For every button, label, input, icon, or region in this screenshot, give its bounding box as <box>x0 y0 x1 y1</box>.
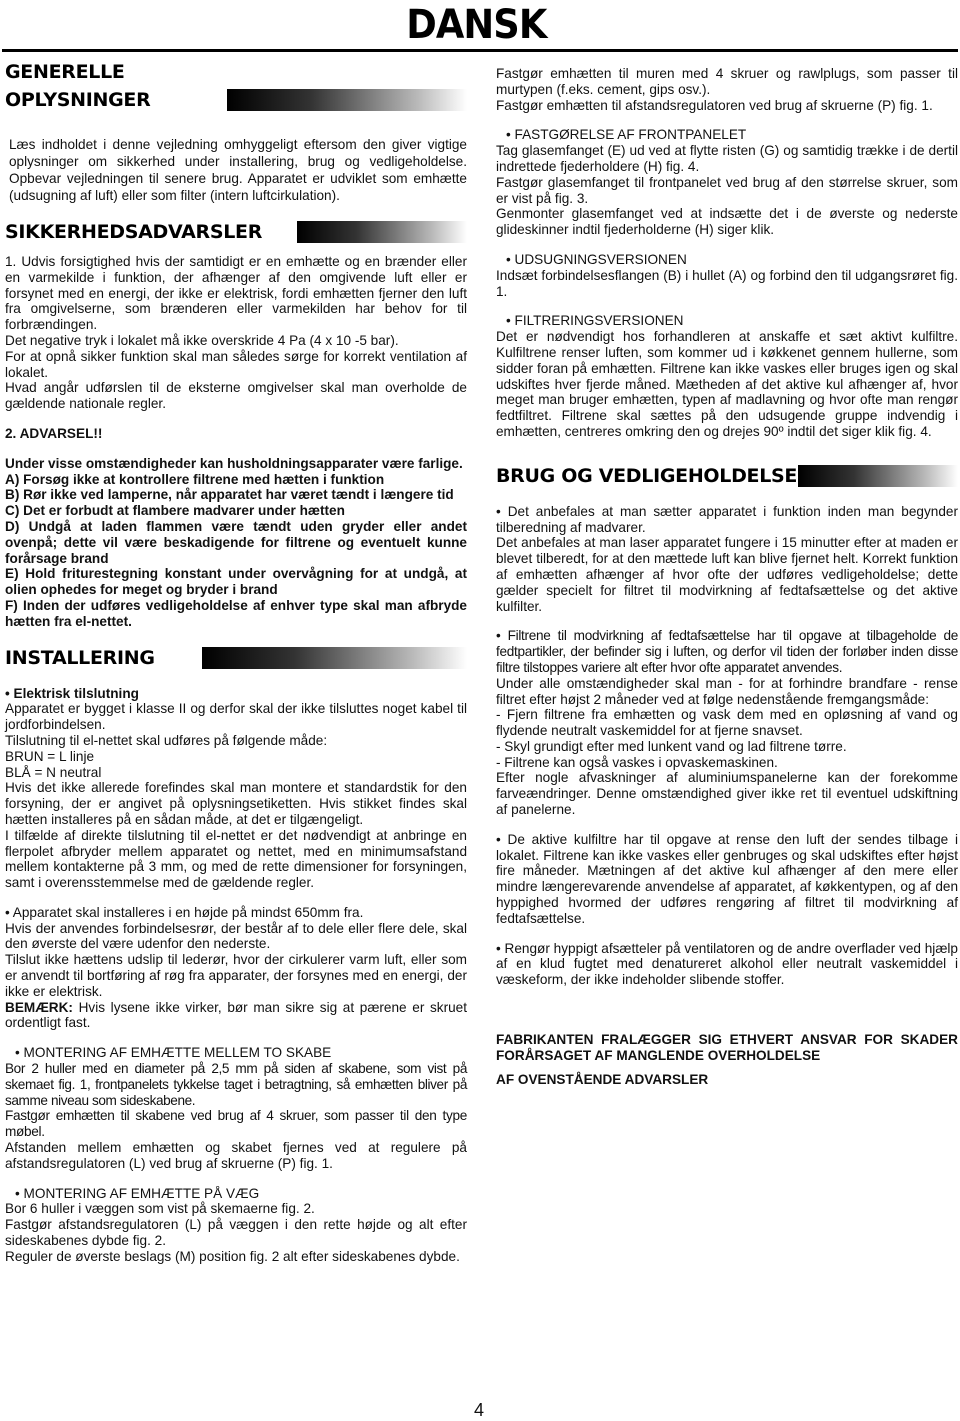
general-title-1: GENERELLE <box>5 61 125 83</box>
heading-gradient-bar <box>798 465 958 487</box>
use-heading <box>496 462 958 490</box>
cabinet-title-text: MONTERING AF EMHÆTTE MELLEM TO SKABE <box>23 1045 332 1061</box>
warning-title: 2. ADVARSEL!! <box>5 425 103 441</box>
front-title <box>496 127 958 143</box>
language-label: DANSK <box>405 2 546 48</box>
use-text-1: • Det anbefales at man sætter apparatet i funktion inden man begynder tilberedning af madvarer. <box>496 504 958 536</box>
wall-title-text: MONTERING AF EMHÆTTE PÅ VÆG <box>23 1185 260 1201</box>
general-heading <box>5 58 467 114</box>
warning-line: A) Forsøg ikke at kontrollere filtrene med hætten i funktion <box>5 471 385 487</box>
use-text-10: • Rengør hyppigt afsætteler på ventilatoren og de andre overflader ved hjælp af en klud fugtet med denatureret alkohol eller neutralt vaskemiddel i væskeform, der ikke indeholder slibende stoffer. <box>496 941 958 988</box>
extract-title <box>496 252 958 268</box>
use-text-8: Efter nogle afvaskninger af aluminiumspanelerne kan der forekomme farveændringer. Denne omstændighed giver ikke ret til eventuel udskiftning af panelerne. <box>496 770 958 818</box>
note-label: BEMÆRK: <box>5 999 73 1015</box>
heading-gradient-bar <box>227 89 467 111</box>
warning-line: C) Det er forbudt at flambere madvarer under hætten <box>5 503 345 519</box>
right-column <box>496 66 958 1087</box>
use-text-5: - Fjern filtrene fra emhætten og vask dem med en opløsning af vand og flydende neutralt vaskemiddel for at fjerne snavset. <box>496 707 958 739</box>
safety-heading <box>5 218 467 246</box>
disclaimer-line-1: FABRIKANTEN FRALÆGGER SIG ETHVERT ANSVAR FOR SKADER FORÅRSAGET AF MANGLENDE OVERHOLDELSE <box>496 1032 958 1063</box>
warning-line: D) Undgå at laden flammen være tændt uden gryder eller andet ovenpå; dette vil være beskadigende for filtrene og eventuelt kunne forårsage brand <box>5 518 467 566</box>
warning-line: Under visse omstændigheder kan husholdningsapparater være farlige. <box>5 455 463 471</box>
height-text-3: Tilslut ikke hættens udslip til lederør, hvor der cirkulerer varm luft, eller som er anvendt til bortføring af røg fra apparater, der forsynes med en energi, der ikke er elektrisk. <box>5 952 467 999</box>
height-text-2: Hvis der anvendes forbindelsesrør, der består af to dele eller flere dele, skal den øverste del være udenfor den nederste. <box>5 920 467 952</box>
use-text-4: Under alle omstændigheder skal man - for at forhindre brandfare - rense filtret efter højst 2 måneder ved at følge nedenstående fremgangsmåde: <box>496 675 958 707</box>
cabinet-title <box>5 1045 467 1061</box>
extract-text-1: Indsæt forbindelsesflangen (B) i hullet (A) og forbind den til udgangsrøret fig. 1. <box>496 267 958 299</box>
use-text-9: • De aktive kulfiltre har til opgave at rense den luft der sendes tilbage i lokalet. Filtrene kan ikke vaskes eller genbruges og skal udskiftes efter højst fire måneder. Mætningen af det aktive kul afhænger af den mere eller mindre længerevarende anvendelse af apparatet, af køkkentypen, og af den hyppighed hvormed der udføres rengøring af filtret til modvirkning af fedtafsættelse. <box>496 832 958 927</box>
general-text: Læs indholdet i denne vejledning omhyggeligt eftersom den giver vigtige oplysninger om sikkerhed under installering, brug og vedligeholdelse. Opbevar vejledningen til senere brug. Apparatet er udviklet som emhætte (udsugning af luft) eller som filter (intern luftcirkulation). <box>9 137 467 203</box>
warning-line: E) Hold friturestegning konstant under overvågning for at undgå, at olien ophedes for meget og bryder i brand <box>5 566 467 598</box>
wall-text-1: Bor 6 huller i væggen som vist på skemaerne fig. 2. <box>5 1201 315 1217</box>
note-text: Hvis lysene ikke virker, bør man sikre sig at pærene er skruet ordentligt fast. <box>5 999 467 1031</box>
heading-gradient-bar <box>202 647 467 669</box>
language-header <box>2 0 958 52</box>
disclaimer-line-2: AF OVENSTÅENDE ADVARSLER <box>496 1071 709 1087</box>
wall-text-3: Reguler de øverste beslags (M) position fig. 2 alt efter sideskabenes dybde. <box>5 1248 460 1264</box>
electric-title: • Elektrisk tilslutning <box>5 686 467 702</box>
fix-text-2: Fastgør emhætten til afstandsregulatoren ved brug af skruerne (P) fig. 1. <box>496 97 933 113</box>
use-text-3: • Filtrene til modvirkning af fedtafsættelse har til opgave at tilbageholde de fedtpartikler, der befinder sig i luften, og derfor vil tiden der forløber inden disse filtre tilstoppes variere alt efter hvor ofte apparatet anvendes. <box>496 628 958 675</box>
use-text-7: - Filtrene kan også vaskes i opvaskemaskinen. <box>496 754 778 770</box>
warning-line: F) Inden der udføres vedligeholdelse af enhver type skal man afbryde hætten fra el-nettet. <box>5 597 467 629</box>
warning-line: B) Rør ikke ved lamperne, når apparatet har været tændt i længere tid <box>5 487 454 503</box>
safety-paragraph-4: Hvad angår udførslen til de eksterne omgivelser skal man overholde de gældende nationale regler. <box>5 380 467 412</box>
cabinet-text-2: Fastgør emhætten til skabene ved brug af 4 skruer, som passer til den type møbel. <box>5 1108 467 1140</box>
electric-text-3: Hvis det ikke allerede forefindes skal man montere et standardstik for den forsyning, der er angivet på oplysningsetiketten. Hvis stikket findes skal hætten installeres på en sådan måde, at det er tilgængeligt. <box>5 780 467 827</box>
install-title: INSTALLERING <box>5 646 155 669</box>
filter-text-1: Det er nødvendigt hos forhandleren at anskaffe et sæt aktivt kulfiltre. Kulfiltrene renser luften, som kommer ud i køkkenet gennem hullerne, som sidder foran på emhætten. Filtrene kan ikke vaskes eller bruges igen og skal udskiftes hver fjerde måned. Mætheden af det aktive kul afhænger af, hvor meget man bruger emhætten, typen af madlavning og hvor ofte man rengør fedtfiltret. Filtrene skal sættes på den udsugende gruppe indvendig i emhætten, centreres omkring den og drejes 90º indtil det siger klik fig. 4. <box>496 329 958 439</box>
use-text-6: - Skyl grundigt efter med lunkent vand og lad filtrene tørre. <box>496 738 847 754</box>
cabinet-text-3: Afstanden mellem emhætten og skabet fjernes ved at regulere på afstandsregulatoren (L) ved brug af skruerne (P) fig. 1. <box>5 1140 467 1171</box>
electric-text-1: Apparatet er bygget i klasse II og derfor skal der ikke tilsluttes noget kabel til jordforbindelsen. <box>5 701 467 733</box>
electric-text-2: Tilslutning til el-nettet skal udføres på følgende måde: <box>5 732 328 748</box>
electric-text-4: I tilfælde af direkte tilslutning til el-nettet er det nødvendigt at anbringe en flerpolet afbryder mellem apparatet og nettet, med en minimumsafstand mellem kontakterne på 3 mm, og med de rette dimensioner for forsyningen, samt i overensstemmelse med de gældende regler. <box>5 827 467 891</box>
wall-title <box>5 1186 467 1202</box>
heading-gradient-bar <box>297 221 467 243</box>
install-heading <box>5 644 467 672</box>
safety-title: SIKKERHEDSADVARSLER <box>5 221 263 243</box>
filter-title-text: FILTRERINGSVERSIONEN <box>514 313 684 329</box>
wall-text-2: Fastgør afstandsregulatoren (L) på væggen i den rette højde og alt efter sideskabenes dybde fig. 2. <box>5 1217 467 1249</box>
cabinet-text-1: Bor 2 huller med en diameter på 2,5 mm på siden af skabene, som vist på skemaet fig. 1, frontpanelets tykkelse taget i betragtning, så emhætten bliver på samme niveau som sideskabene. <box>5 1061 467 1108</box>
general-title-2: OPLYSNINGER <box>5 89 151 111</box>
left-column <box>5 58 467 1265</box>
page-number: 4 <box>474 1400 485 1420</box>
use-text-2: Det anbefales at man laser apparatet fungere i 15 minutter efter at maden er blevet tilberedt, for at den mættede luft kan blive fjernet helt. Korrekt funktion af emhætten afhænger af hvor ofte der udføres vedligeholdelse; dette gælder specielt for filtret til modvirkning af fedtafsættelse og det aktive kulfilter. <box>496 535 958 614</box>
note-paragraph <box>5 1000 467 1032</box>
use-title: BRUG OG VEDLIGEHOLDELSE <box>496 464 798 487</box>
front-title-text: FASTGØRELSE AF FRONTPANELET <box>514 127 747 143</box>
safety-paragraph-2: Det negative tryk i lokalet må ikke overskride 4 Pa (4 x 10 -5 bar). <box>5 332 399 348</box>
height-text-1: • Apparatet skal installeres i en højde på mindst 650mm fra. <box>5 905 467 921</box>
safety-paragraph-1: 1. Udvis forsigtighed hvis der samtidigt er en emhætte og en brænder eller en varmekilde i funktion, der afhænger af den omgivende luft eller er forsynet med en energi, der ikke er elektrisk, fordi emhætten fjerner den luft fra omgivelserne, som brænderen eller varmekilden har behov for til forbrændingen. <box>5 254 467 333</box>
filter-title <box>496 313 958 329</box>
front-text-3: Genmonter glasemfanget ved at indsætte det i de øverste og nederste glideskinner indtil fjederholderne (H) siger klik. <box>496 206 958 238</box>
front-text-2: Fastgør glasemfanget til frontpanelet ved brug af den størrelse skruer, som er vist på fig. 3. <box>496 174 958 206</box>
electric-brown: BRUN = L linje <box>5 748 95 764</box>
electric-blue: BLÅ = N neutral <box>5 764 102 780</box>
fix-text-1: Fastgør emhætten til muren med 4 skruer og rawlplugs, som passer til murtypen (f.eks. cement, gips osv.). <box>496 66 958 97</box>
front-text-1: Tag glasemfanget (E) ud ved at flytte risten (G) og samtidig trække i de dertil indrettede fjederholdere (H) fig. 4. <box>496 143 958 174</box>
safety-paragraph-3: For at opnå sikker funktion skal man således sørge for korrekt ventilation af lokalet. <box>5 348 467 380</box>
extract-title-text: UDSUGNINGSVERSIONEN <box>514 251 687 267</box>
